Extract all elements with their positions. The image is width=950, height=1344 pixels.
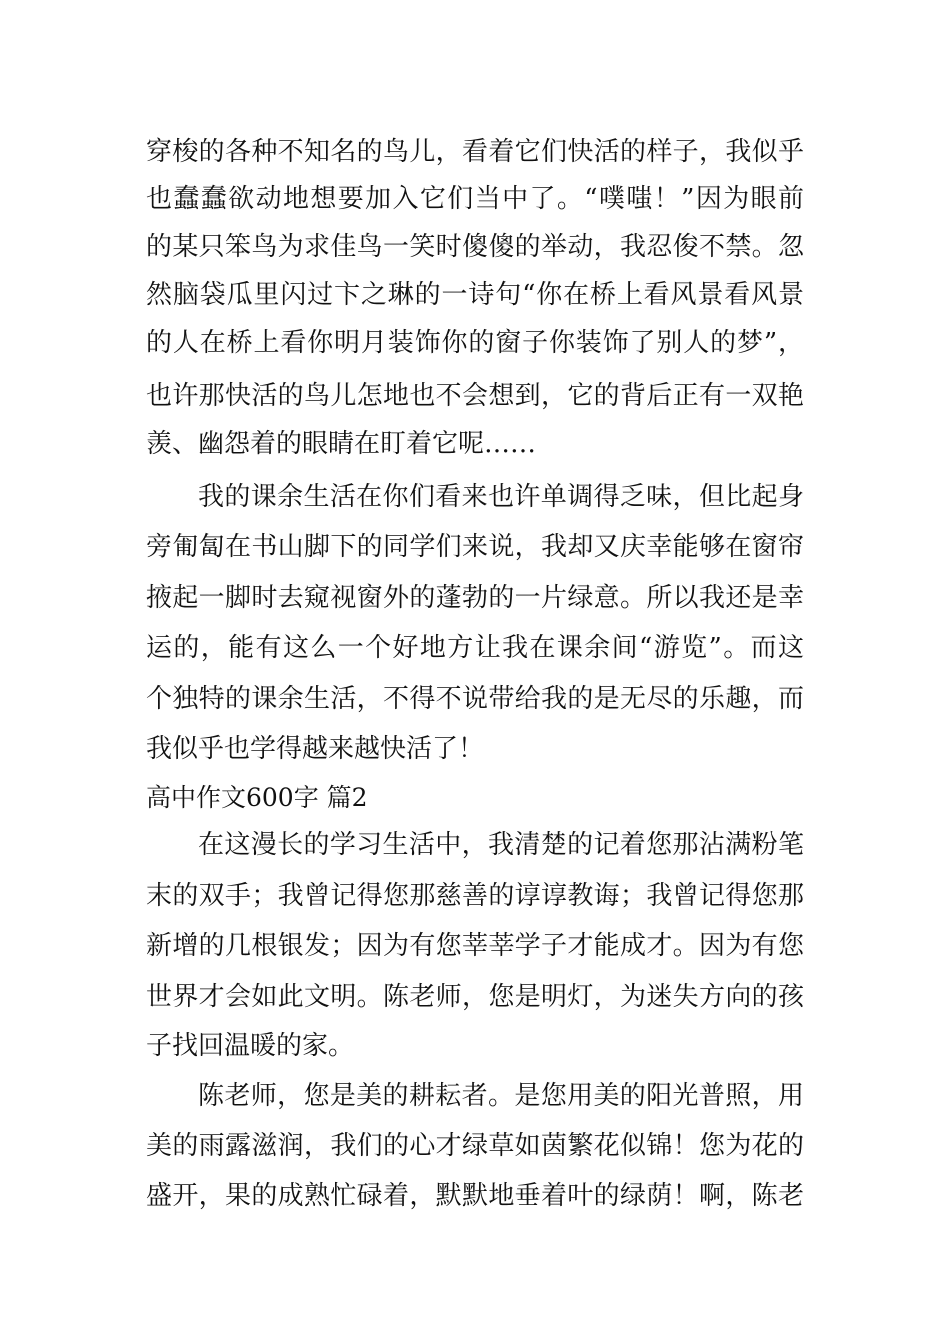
paragraph-line: 我似乎也学得越来越快活了！	[146, 734, 485, 764]
paragraph-line: 个独特的课余生活，不得不说带给我的是无尽的乐趣，而	[146, 684, 804, 714]
paragraph-line: 羡、幽怨着的眼睛在盯着它呢……	[146, 429, 537, 459]
paragraph-line: 陈老师，您是美的耕耘者。是您用美的阳光普照，用	[198, 1081, 804, 1111]
paragraph-line: 穿梭的各种不知名的鸟儿，看着它们快活的样子，我似乎	[146, 137, 804, 167]
paragraph-line: 在这漫长的学习生活中，我清楚的记着您那沾满粉笔	[198, 830, 804, 860]
paragraph-line: 美的雨露滋润，我们的心才绿草如茵繁花似锦！您为花的	[146, 1131, 804, 1161]
paragraph-line: 子找回温暖的家。	[146, 1031, 355, 1061]
section-heading: 高中作文600字 篇2	[146, 783, 368, 812]
paragraph-line: 的人在桥上看你明月装饰你的窗子你装饰了别人的梦”，	[146, 328, 804, 358]
paragraph-line: 然脑袋瓜里闪过卞之琳的一诗句“你在桥上看风景看风景	[146, 280, 804, 310]
paragraph-line: 的某只笨鸟为求佳鸟一笑时傻傻的举动，我忍俊不禁。忽	[146, 232, 804, 262]
paragraph-line: 世界才会如此文明。陈老师，您是明灯，为迷失方向的孩	[146, 982, 804, 1012]
paragraph-line: 末的双手；我曾记得您那慈善的谆谆教诲；我曾记得您那	[146, 881, 804, 911]
paragraph-line: 运的，能有这么一个好地方让我在课余间“游览”。而这	[146, 633, 804, 663]
paragraph-line: 新增的几根银发；因为有您莘莘学子才能成才。因为有您	[146, 931, 804, 961]
paragraph-line: 掖起一脚时去窥视窗外的蓬勃的一片绿意。所以我还是幸	[146, 583, 804, 613]
paragraph-line: 也蠢蠢欲动地想要加入它们当中了。“噗嗤！”因为眼前	[146, 184, 804, 214]
paragraph-line: 盛开，果的成熟忙碌着，默默地垂着叶的绿荫！啊，陈老	[146, 1181, 804, 1211]
paragraph-line: 旁匍匐在书山脚下的同学们来说，我却又庆幸能够在窗帘	[146, 532, 804, 562]
paragraph-line: 我的课余生活在你们看来也许单调得乏味，但比起身	[198, 482, 804, 512]
paragraph-line: 也许那快活的鸟儿怎地也不会想到，它的背后正有一双艳	[146, 381, 804, 411]
